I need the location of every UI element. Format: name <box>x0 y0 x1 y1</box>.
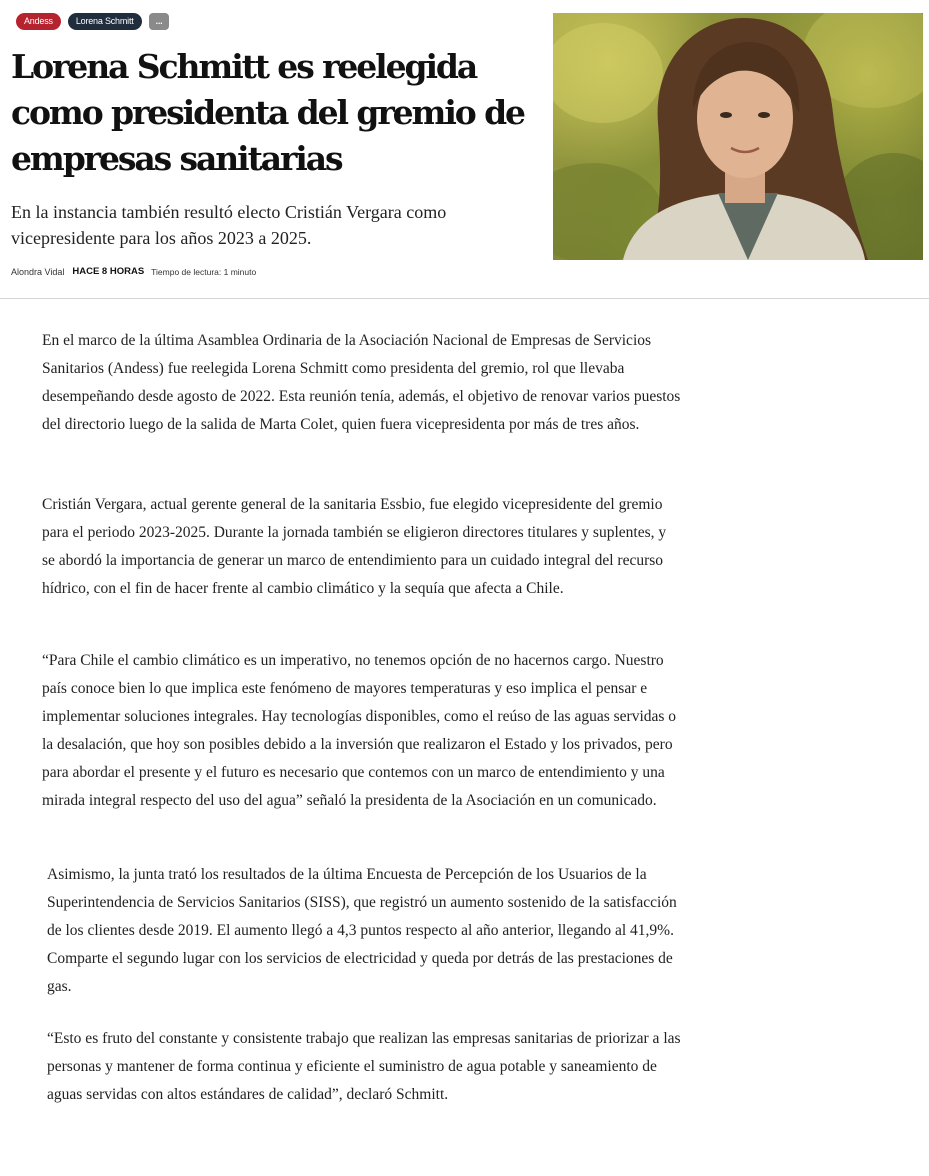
article-paragraph: “Para Chile el cambio climático es un imperativo, no tenemos opción de no hacernos cargo. Nuestro país conoce bien lo que implica este fenómeno de mayores temperaturas y eso implica el pensar e implementar soluciones integrales. Hay tecnologías disponibles, como el reúso de las aguas servidas o la desalación, que hoy son posibles debido a la inversión que realizaron el Estado y los privados, pero para abordar el presente y el futuro es necesario que contemos con un marco de entendimiento y una mirada integral respecto del uso del agua” señaló la presidenta de la Asociación en un comunicado. <box>42 652 677 809</box>
article-subtitle: En la instancia también resultó electo Cristián Vergara como vicepresidente para los años 2023 a 2025. <box>11 202 447 248</box>
article-headline: Lorena Schmitt es reelegida como presidenta del gremio de empresas sanitarias <box>11 47 524 178</box>
article-paragraph: “Esto es fruto del constante y consistente trabajo que realizan las empresas sanitarias de priorizar a las personas y mantener de forma continua y eficiente el suministro de agua potable y saneamiento de aguas servidas con altos estándares de calidad”, declaró Schmitt. <box>47 1030 681 1103</box>
byline <box>11 266 256 277</box>
author-link[interactable]: Alondra Vidal <box>11 266 65 277</box>
publish-time: HACE 8 HORAS <box>72 266 145 277</box>
reading-time: Tiempo de lectura: 1 minuto <box>151 266 257 277</box>
header-divider <box>0 298 929 299</box>
portrait-illustration <box>553 13 923 260</box>
tag-andess[interactable]: Andess <box>16 13 61 30</box>
article-paragraph: Cristián Vergara, actual gerente general de la sanitaria Essbio, fue elegido vicepresidente del gremio para el periodo 2023-2025. Durante la jornada también se eligieron directores titulares y suplentes, y se abordó la importancia de generar un marco de entendimiento para un cuidado integral del recurso hídrico, con el fin de hacer frente al cambio climático y la sequía que afecta a Chile. <box>42 496 667 597</box>
tag-lorena-schmitt[interactable]: Lorena Schmitt <box>68 13 142 30</box>
article-paragraph: Asimismo, la junta trató los resultados de la última Encuesta de Percepción de los Usuarios de la Superintendencia de Servicios Sanitarios (SISS), que registró un aumento sostenido de la satisfacción de los clientes desde 2019. El aumento llegó a 4,3 puntos respecto al año anterior, llegando al 41,9%. Comparte el segundo lugar con los servicios de electricidad y queda por detrás de las prestaciones de gas. <box>47 866 677 995</box>
article-photo <box>553 13 923 260</box>
tag-more-button[interactable]: ... <box>149 13 170 30</box>
article-paragraph: En el marco de la última Asamblea Ordinaria de la Asociación Nacional de Empresas de Servicios Sanitarios (Andess) fue reelegida Lorena Schmitt como presidenta del gremio, rol que llevaba desempeñando desde agosto de 2022. Esta reunión tenía, además, el objetivo de renovar varios puestos del directorio luego de la salida de Marta Colet, quien fuera vicepresidenta por más de tres años. <box>42 332 681 433</box>
tag-list <box>16 13 169 30</box>
